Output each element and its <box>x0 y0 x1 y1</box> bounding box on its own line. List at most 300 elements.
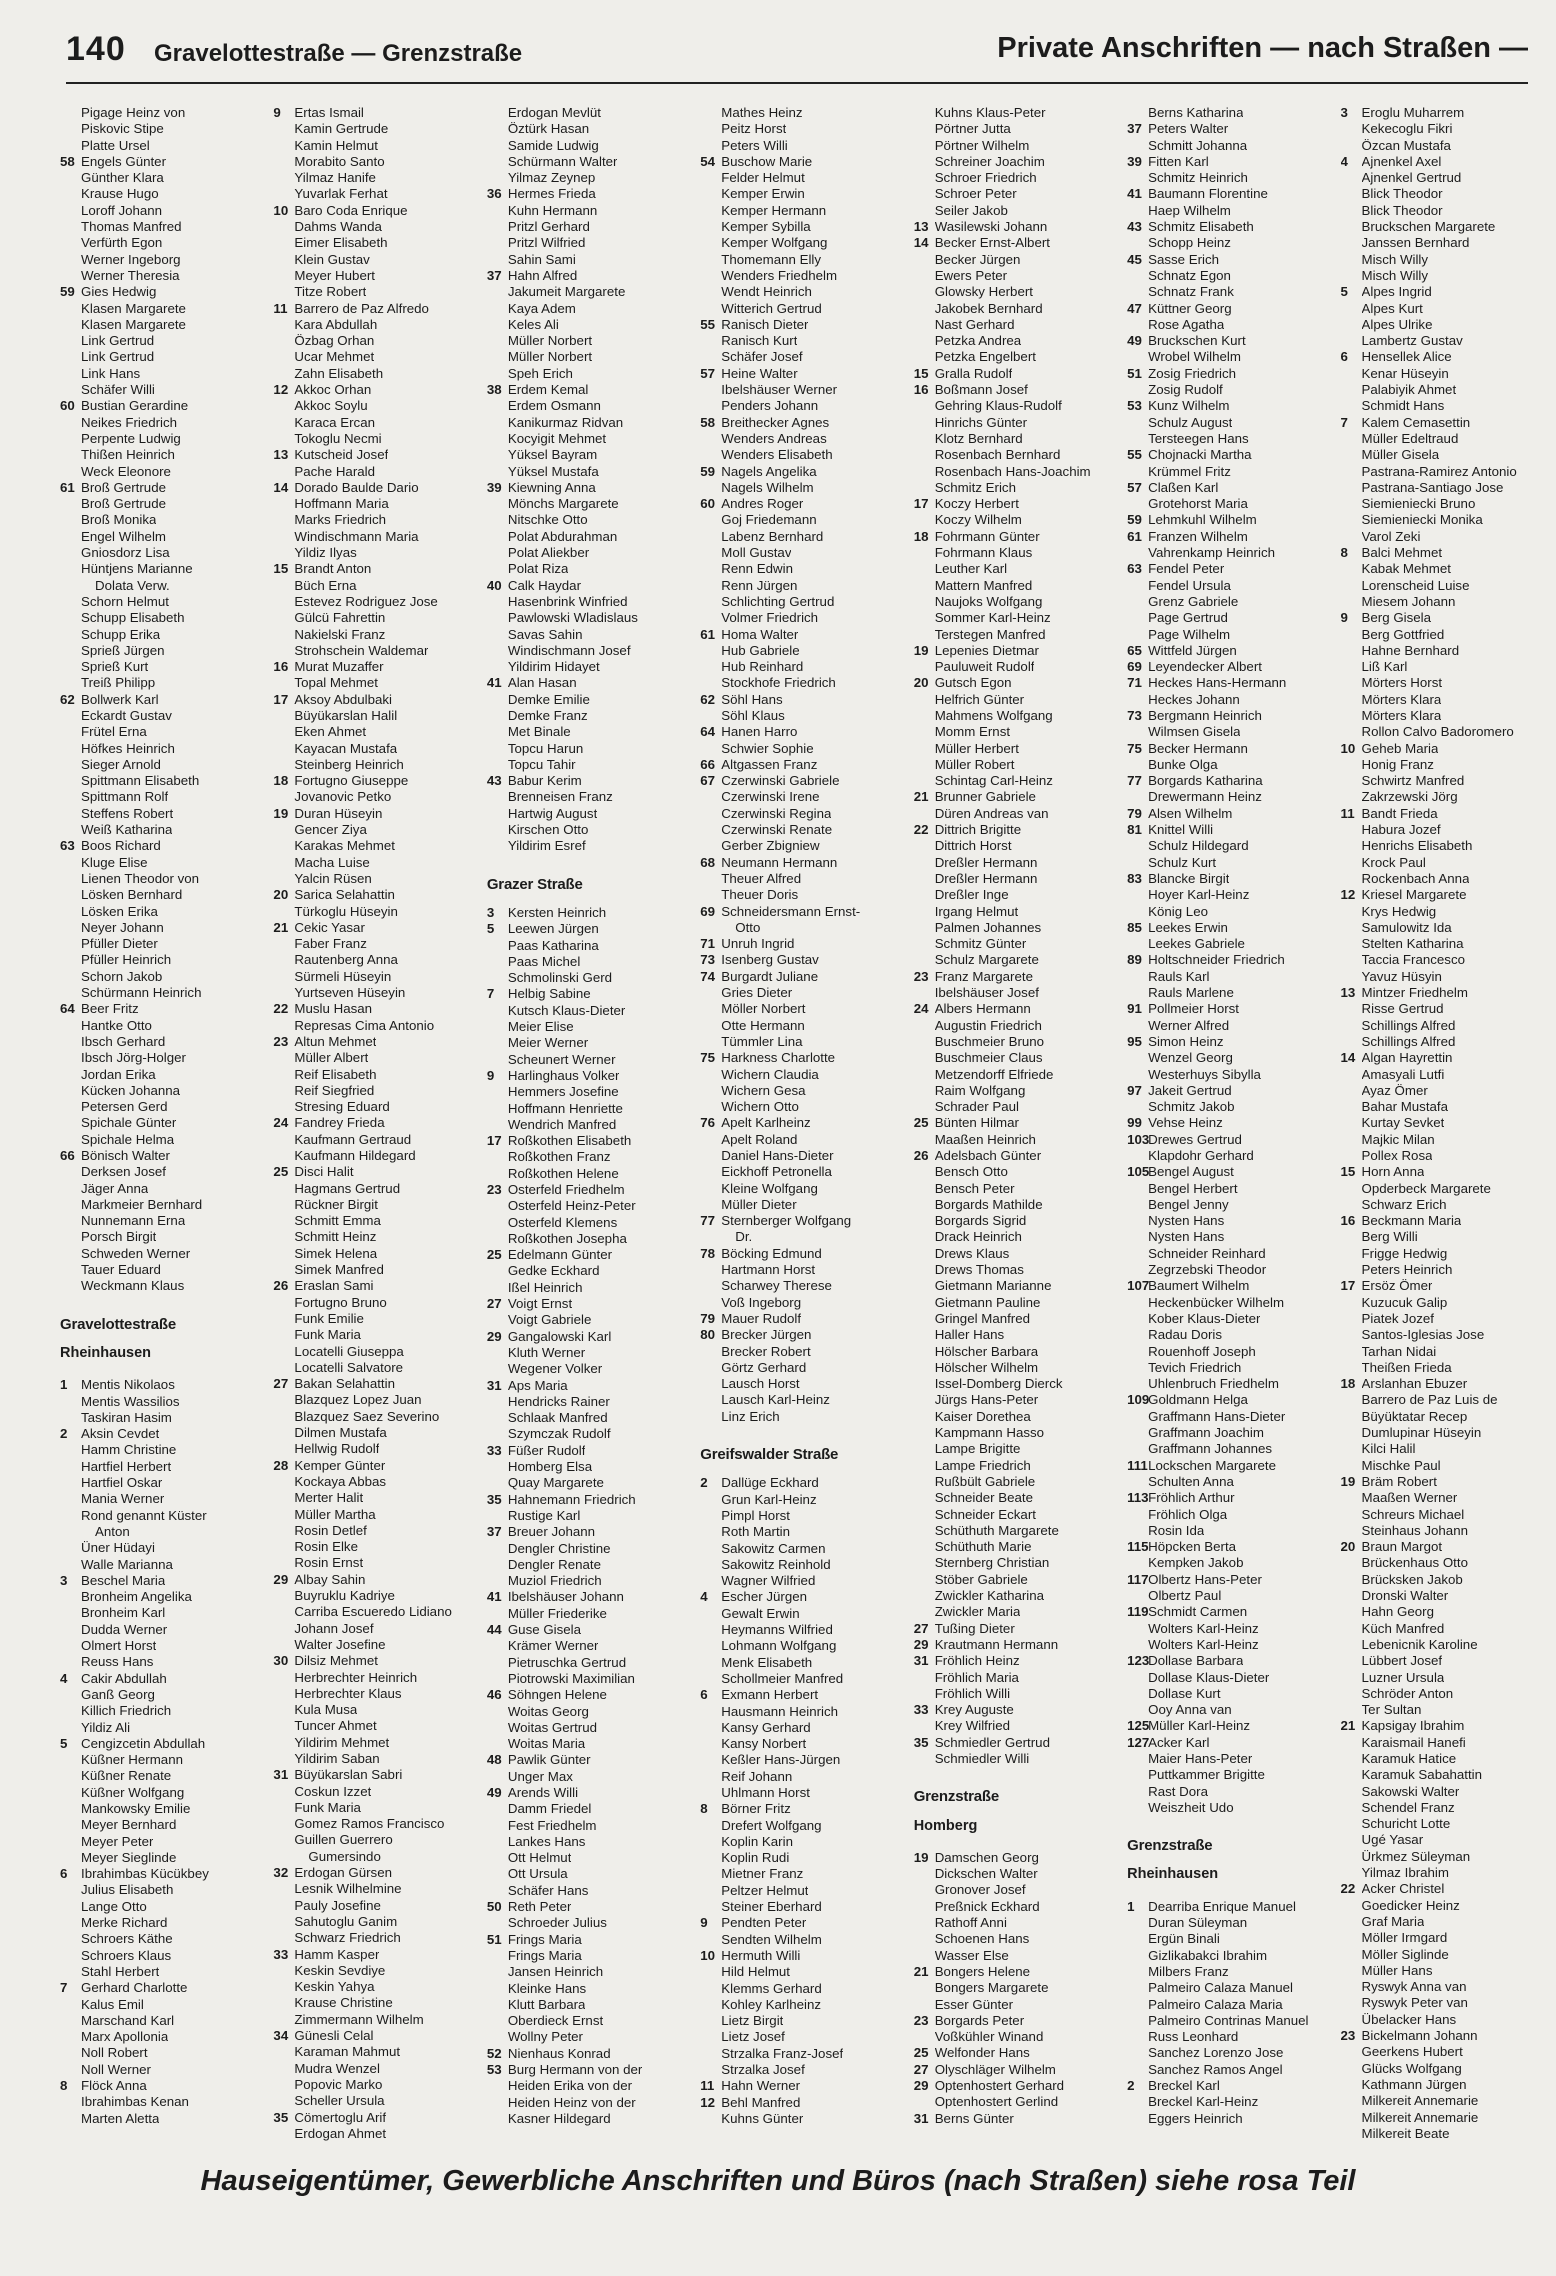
resident-name: Pendten Peter <box>721 1915 807 1931</box>
house-number <box>487 2029 508 2045</box>
resident-name: Drefert Wolfgang <box>721 1817 822 1833</box>
resident-name: Brandt Anton <box>294 561 372 577</box>
resident-name: Ucar Mehmet <box>294 349 375 365</box>
resident-name: Hellwig Rudolf <box>294 1441 380 1457</box>
house-number <box>273 1588 294 1604</box>
resident-entry <box>914 2013 1113 2029</box>
house-number: 60 <box>700 496 716 512</box>
resident-name: Becker Ernst-Albert <box>934 235 1050 251</box>
resident-entry <box>60 741 259 757</box>
resident-name: Eraslan Sami <box>294 1278 374 1294</box>
house-number <box>1341 724 1362 740</box>
resident-name: Baumert Wilhelm <box>1148 1278 1250 1294</box>
resident-name: Lohmann Wolfgang <box>721 1638 837 1654</box>
resident-name: Müller Edeltraud <box>1361 430 1459 446</box>
resident-name: Dudda Werner <box>81 1621 168 1637</box>
resident-name: Franzen Wilhelm <box>1148 528 1248 544</box>
district-heading: Homberg <box>913 1817 978 1834</box>
resident-name: Heine Walter <box>721 365 798 381</box>
house-number: 5 <box>486 921 495 937</box>
resident-name: Tokoglu Necmi <box>294 430 382 446</box>
house-number: 33 <box>913 1702 929 1718</box>
house-number <box>1127 1474 1148 1490</box>
resident-entry <box>60 447 259 463</box>
house-number <box>487 938 508 954</box>
resident-entry <box>700 1213 899 1229</box>
house-number: 75 <box>700 1050 716 1066</box>
resident-name: Simek Manfred <box>294 1262 384 1278</box>
house-number <box>914 1409 935 1425</box>
resident-name: Maaßen Heinrich <box>934 1131 1036 1147</box>
house-number <box>60 301 81 317</box>
resident-name: Ott Ursula <box>507 1866 568 1882</box>
resident-name: Schäfer Josef <box>721 349 803 365</box>
resident-name: Treiß Philipp <box>81 675 156 691</box>
house-number <box>487 1850 508 1866</box>
resident-name: Labenz Bernhard <box>721 528 824 544</box>
resident-name: Optenhostert Gerhard <box>934 2078 1065 2094</box>
house-number <box>914 1686 935 1702</box>
resident-name: Apelt Karlheinz <box>721 1115 811 1131</box>
house-number <box>914 1866 935 1882</box>
resident-entry <box>914 1409 1113 1425</box>
resident-name: Rosenbach Hans-Joachim <box>934 463 1091 479</box>
house-number: 54 <box>700 153 716 169</box>
house-number: 62 <box>700 691 716 707</box>
resident-entry <box>914 464 1113 480</box>
house-number: 55 <box>1127 447 1142 463</box>
resident-name: Sahutoglu Ganim <box>294 1913 398 1929</box>
resident-name: Müller Friederike <box>507 1605 607 1621</box>
house-number <box>60 1475 81 1491</box>
resident-name: Wenders Andreas <box>721 430 827 446</box>
resident-entry <box>1341 1278 1540 1294</box>
resident-entry <box>1341 1767 1540 1783</box>
resident-entry <box>914 219 1113 235</box>
resident-entry <box>487 1492 686 1508</box>
house-number <box>60 1557 81 1573</box>
resident-entry <box>487 1573 686 1589</box>
resident-name: Momm Ernst <box>934 724 1011 740</box>
resident-name: Schmitz Jakob <box>1148 1099 1235 1115</box>
resident-name: Meier Elise <box>507 1019 574 1035</box>
house-number <box>700 1866 721 1882</box>
resident-entry <box>1127 105 1326 121</box>
resident-entry <box>914 398 1113 414</box>
resident-entry <box>273 1327 472 1343</box>
resident-name: Fröhlich Arthur <box>1148 1490 1235 1506</box>
resident-name: Meyer Peter <box>81 1833 154 1849</box>
resident-entry <box>1127 724 1326 740</box>
resident-entry <box>487 1752 686 1768</box>
house-number <box>1341 1181 1362 1197</box>
resident-name: Meyer Sieglinde <box>81 1849 177 1865</box>
resident-entry <box>700 415 899 431</box>
house-number <box>914 952 935 968</box>
resident-name: Peltzer Helmut <box>721 1882 809 1898</box>
house-number <box>487 333 508 349</box>
resident-name: Müller Gisela <box>1361 447 1440 463</box>
house-number <box>700 105 721 121</box>
resident-entry <box>700 1589 899 1605</box>
house-number: 27 <box>913 1620 929 1636</box>
resident-name: Geheb Maria <box>1361 740 1439 756</box>
house-number: 125 <box>1127 1718 1150 1734</box>
resident-entry <box>60 2094 259 2110</box>
house-number <box>1341 643 1362 659</box>
resident-name: Spittmann Elisabeth <box>81 773 200 789</box>
resident-entry <box>700 838 899 854</box>
house-number <box>60 1801 81 1817</box>
resident-name: Möller Siglinde <box>1361 1946 1449 1962</box>
house-number <box>1341 1458 1362 1474</box>
resident-name: Söhl Klaus <box>721 707 785 723</box>
resident-entry <box>1341 1262 1540 1278</box>
resident-entry <box>1341 1979 1540 1995</box>
house-number: 14 <box>1340 1050 1356 1066</box>
house-number <box>700 1622 721 1638</box>
resident-entry <box>700 920 899 936</box>
house-number <box>1341 186 1362 202</box>
resident-entry <box>273 1604 472 1620</box>
resident-entry <box>1341 1490 1540 1506</box>
resident-name: Zimmermann Wilhelm <box>294 2011 424 2027</box>
resident-entry <box>914 382 1113 398</box>
resident-entry <box>487 659 686 675</box>
resident-entry <box>700 1915 899 1931</box>
house-number <box>487 2095 508 2111</box>
house-number <box>487 1736 508 1752</box>
resident-entry <box>1127 675 1326 691</box>
house-number <box>487 366 508 382</box>
resident-entry <box>60 545 259 561</box>
house-number <box>273 1132 294 1148</box>
house-number <box>273 2126 294 2142</box>
house-number <box>1341 920 1362 936</box>
resident-entry <box>700 431 899 447</box>
resident-name: Gniosdorz Lisa <box>81 545 170 561</box>
resident-name: Woitas Gertrud <box>507 1719 598 1735</box>
house-number: 6 <box>700 1687 708 1703</box>
resident-entry <box>1127 1327 1326 1343</box>
house-number: 19 <box>1340 1473 1356 1489</box>
resident-name: Söhngen Helene <box>507 1687 607 1703</box>
resident-entry <box>273 2044 472 2060</box>
resident-name: Rauls Karl <box>1148 968 1210 984</box>
resident-entry <box>60 969 259 985</box>
house-number <box>1127 1588 1148 1604</box>
resident-name: Hendricks Rainer <box>507 1393 610 1409</box>
resident-entry <box>914 952 1113 968</box>
house-number <box>60 1050 81 1066</box>
house-number <box>1341 2110 1362 2126</box>
resident-entry <box>914 1262 1113 1278</box>
resident-entry <box>273 1083 472 1099</box>
house-number <box>273 1670 294 1686</box>
resident-name: Heckes Johann <box>1148 691 1240 707</box>
house-number: 32 <box>273 1865 289 1881</box>
resident-entry <box>914 855 1113 871</box>
resident-entry <box>1127 1915 1326 1931</box>
house-number: 71 <box>1127 675 1142 691</box>
house-number <box>273 1490 294 1506</box>
resident-name: Fröhlich Willi <box>934 1685 1011 1701</box>
resident-name: Disci Halit <box>294 1164 354 1180</box>
resident-entry <box>1341 1881 1540 1897</box>
house-number <box>914 1099 935 1115</box>
resident-entry <box>700 1785 899 1801</box>
resident-entry <box>914 1850 1113 1866</box>
house-number: 22 <box>273 1001 289 1017</box>
house-number: 78 <box>700 1245 716 1261</box>
resident-entry <box>1341 203 1540 219</box>
resident-entry <box>60 496 259 512</box>
resident-name: Algan Hayrettin <box>1361 1050 1453 1066</box>
house-number <box>487 317 508 333</box>
resident-name: Pörtner Jutta <box>934 121 1011 137</box>
house-number <box>914 773 935 789</box>
house-number <box>1127 887 1148 903</box>
resident-entry <box>60 154 259 170</box>
resident-name: Pfüller Dieter <box>81 936 158 952</box>
resident-name: Büyükarslan Sabri <box>294 1767 403 1783</box>
resident-name: Hausmann Heinrich <box>721 1703 839 1719</box>
resident-name: Weckmann Klaus <box>81 1278 185 1294</box>
resident-name: Graffmann Joachim <box>1148 1425 1264 1441</box>
resident-entry <box>914 1067 1113 1083</box>
resident-name: Klotz Bernhard <box>934 430 1023 446</box>
house-number <box>273 969 294 985</box>
house-number <box>60 1394 81 1410</box>
resident-entry <box>487 1378 686 1394</box>
resident-name: Wolters Karl-Heinz <box>1148 1620 1259 1636</box>
resident-entry <box>1127 1246 1326 1262</box>
resident-name: Öztürk Hasan <box>507 121 590 137</box>
resident-name: Kamin Helmut <box>294 137 378 153</box>
resident-name: Bensch Otto <box>934 1164 1008 1180</box>
resident-entry <box>1127 1213 1326 1229</box>
house-number <box>700 2013 721 2029</box>
resident-name: Heymanns Wilfried <box>721 1622 833 1638</box>
house-number <box>914 1229 935 1245</box>
resident-entry <box>914 969 1113 985</box>
resident-entry <box>487 447 686 463</box>
resident-entry <box>487 905 686 921</box>
resident-entry <box>1127 529 1326 545</box>
resident-entry <box>914 1980 1113 1996</box>
resident-name: Hahn Werner <box>721 2078 801 2094</box>
resident-name: Schmolinski Gerd <box>507 970 613 986</box>
house-number: 17 <box>486 1133 502 1149</box>
resident-name: Müller Robert <box>934 756 1015 772</box>
house-number <box>1341 1670 1362 1686</box>
resident-name: Broß Gertrude <box>81 496 166 512</box>
resident-name: Nienhaus Konrad <box>507 2045 611 2061</box>
resident-entry <box>487 2013 686 2029</box>
resident-name: Bakan Selahattin <box>294 1376 395 1392</box>
house-number <box>914 268 935 284</box>
house-number <box>487 1361 508 1377</box>
resident-entry <box>273 1311 472 1327</box>
resident-entry <box>914 643 1113 659</box>
resident-name: Kutsch Klaus-Dieter <box>507 1002 626 1018</box>
house-number <box>700 1001 721 1017</box>
resident-name: Wichern Claudia <box>721 1066 819 1082</box>
resident-name: Brecker Jürgen <box>721 1327 812 1343</box>
resident-entry <box>1127 203 1326 219</box>
resident-entry <box>487 1883 686 1899</box>
resident-name: Gronover Josef <box>934 1882 1026 1898</box>
house-number <box>273 1637 294 1653</box>
resident-name: Krys Hedwig <box>1361 903 1437 919</box>
resident-entry <box>700 398 899 414</box>
resident-name: Platte Ursel <box>81 137 150 153</box>
resident-entry <box>487 1166 686 1182</box>
resident-name: Blazquez Lopez Juan <box>294 1392 422 1408</box>
house-number <box>700 708 721 724</box>
house-number <box>914 1915 935 1931</box>
resident-entry <box>487 1410 686 1426</box>
resident-entry <box>273 1849 472 1865</box>
resident-entry <box>1127 1164 1326 1180</box>
resident-entry <box>487 398 686 414</box>
resident-entry <box>1127 1441 1326 1457</box>
house-number: 5 <box>1340 284 1348 300</box>
resident-entry <box>1341 724 1540 740</box>
resident-name: Schmidt Hans <box>1361 398 1445 414</box>
house-number <box>487 757 508 773</box>
resident-name: Sternberg Christian <box>934 1555 1050 1571</box>
resident-entry <box>1127 1997 1326 2013</box>
resident-name: Rose Agatha <box>1148 316 1225 332</box>
resident-name: Drews Thomas <box>934 1262 1024 1278</box>
house-number <box>914 920 935 936</box>
resident-entry <box>273 675 472 691</box>
resident-name: Rollon Calvo Badoromero <box>1361 724 1514 740</box>
resident-name: Schmitt Heinz <box>294 1229 377 1245</box>
house-number <box>914 1360 935 1376</box>
resident-name: Stelten Katharina <box>1361 936 1464 952</box>
resident-name: Schwarz Friedrich <box>294 1930 401 1946</box>
resident-name: Schintag Carl-Heinz <box>934 773 1053 789</box>
resident-entry <box>1341 1653 1540 1669</box>
house-number: 16 <box>273 659 289 675</box>
house-number <box>1127 1767 1148 1783</box>
resident-name: Leyendecker Albert <box>1148 659 1262 675</box>
resident-entry <box>700 1752 899 1768</box>
house-number <box>1341 268 1362 284</box>
resident-entry <box>914 741 1113 757</box>
resident-name: Lorenscheid Luise <box>1361 577 1470 593</box>
resident-name: Drewes Gertrud <box>1148 1131 1242 1147</box>
resident-entry <box>60 1720 259 1736</box>
resident-entry <box>60 529 259 545</box>
resident-name: Ibrahimbas Kenan <box>81 2094 189 2110</box>
resident-entry <box>1341 349 1540 365</box>
resident-entry <box>914 1702 1113 1718</box>
resident-name: Theißen Frieda <box>1361 1359 1452 1375</box>
house-number <box>914 1392 935 1408</box>
resident-entry <box>273 1555 472 1571</box>
house-number <box>487 1997 508 2013</box>
resident-name: Rockenbach Anna <box>1361 870 1470 886</box>
house-number <box>1127 1964 1148 1980</box>
house-number <box>1341 692 1362 708</box>
resident-name: Issel-Domberg Dierck <box>934 1376 1063 1392</box>
resident-entry <box>1127 447 1326 463</box>
resident-name: Sprieß Kurt <box>81 659 149 675</box>
resident-entry <box>487 496 686 512</box>
house-number <box>1341 578 1362 594</box>
house-number: 6 <box>60 1866 68 1882</box>
house-number: 39 <box>1127 153 1142 169</box>
resident-entry <box>1341 1800 1540 1816</box>
resident-entry <box>1127 871 1326 887</box>
resident-entry <box>60 578 259 594</box>
resident-entry <box>914 1899 1113 1915</box>
house-number <box>487 692 508 708</box>
resident-entry <box>1341 610 1540 626</box>
house-number <box>1127 1621 1148 1637</box>
resident-entry <box>60 643 259 659</box>
resident-name: Bahar Mustafa <box>1361 1099 1449 1115</box>
resident-name: Fröhlich Heinz <box>934 1653 1020 1669</box>
resident-name: Alsen Wilhelm <box>1148 805 1233 821</box>
resident-entry <box>487 349 686 365</box>
resident-name: Merke Richard <box>81 1915 168 1931</box>
resident-name: Baumann Florentine <box>1148 186 1268 202</box>
resident-name: Berg Gisela <box>1361 610 1432 626</box>
house-number: 8 <box>1340 545 1348 561</box>
house-number <box>487 1231 508 1247</box>
resident-entry <box>1341 1963 1540 1979</box>
resident-name: Steiner Eberhard <box>721 1899 822 1915</box>
resident-name: Rosenbach Bernhard <box>934 447 1061 463</box>
house-number <box>1127 2029 1148 2045</box>
resident-name: Milkereit Beate <box>1361 2125 1450 2141</box>
resident-name: Küch Manfred <box>1361 1620 1445 1636</box>
resident-name: Schmitz Erich <box>934 479 1016 495</box>
resident-name: Kücken Johanna <box>81 1082 181 1098</box>
resident-entry <box>700 2062 899 2078</box>
house-number <box>1127 936 1148 952</box>
house-number <box>487 1101 508 1117</box>
house-number: 58 <box>700 414 716 430</box>
house-number <box>1341 512 1362 528</box>
house-number <box>60 1768 81 1784</box>
resident-name: Krümmel Fritz <box>1148 463 1231 479</box>
resident-entry <box>487 1704 686 1720</box>
resident-entry <box>1127 1360 1326 1376</box>
resident-entry <box>1127 1067 1326 1083</box>
house-number <box>487 170 508 186</box>
resident-name: Ißel Heinrich <box>507 1279 583 1295</box>
resident-name: Kabak Mehmet <box>1361 561 1451 577</box>
house-number <box>1341 2126 1362 2142</box>
resident-entry <box>1127 855 1326 871</box>
resident-name: Hermes Frieda <box>507 186 596 202</box>
resident-entry <box>914 480 1113 496</box>
resident-entry <box>1127 838 1326 854</box>
resident-entry <box>273 1001 472 1017</box>
house-number <box>700 1164 721 1180</box>
resident-name: Funk Maria <box>294 1799 361 1815</box>
resident-entry <box>273 904 472 920</box>
house-number <box>487 203 508 219</box>
resident-entry <box>700 186 899 202</box>
resident-entry <box>1127 904 1326 920</box>
resident-entry <box>1127 1964 1326 1980</box>
